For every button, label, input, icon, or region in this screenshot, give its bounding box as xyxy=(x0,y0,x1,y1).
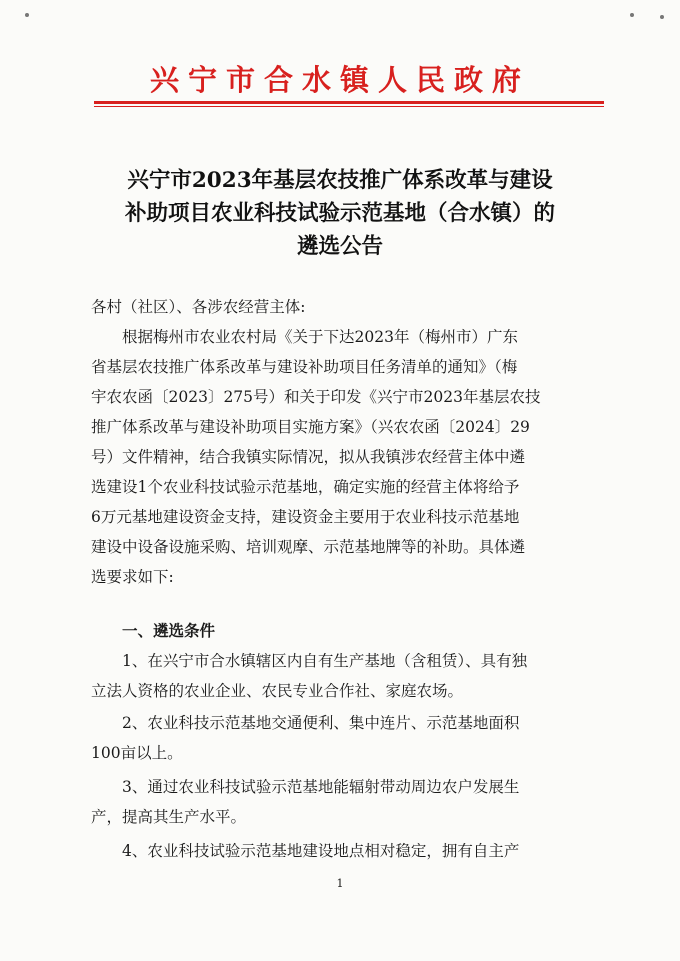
text-line: 选要求如下: xyxy=(91,568,174,586)
addressee: 各村（社区）、各涉农经营主体: xyxy=(91,298,306,316)
page-number: 1 xyxy=(336,877,344,890)
title-line: 兴宁市2023年基层农技推广体系改革与建设 xyxy=(127,168,553,193)
scan-mark xyxy=(630,13,634,17)
text-line: 省基层农技推广体系改革与建设补助项目任务清单的通知》（梅 xyxy=(91,358,518,376)
text-line: 选建设1个农业科技试验示范基地，确定实施的经营主体将给予 xyxy=(91,478,520,496)
text-line: 立法人资格的农业企业、农民专业合作社、家庭农场。 xyxy=(91,682,464,700)
text-line: 2、农业科技示范基地交通便利、集中连片、示范基地面积 xyxy=(91,714,520,732)
condition-item-1 xyxy=(91,646,591,706)
letterhead-org-name: 兴宁市合水镇人民政府 xyxy=(149,63,530,97)
text-line: 3、通过农业科技试验示范基地能辐射带动周边农户发展生 xyxy=(91,778,520,796)
letterhead-rule-thick xyxy=(94,101,604,104)
condition-item-3 xyxy=(91,772,591,832)
text-line: 推广体系改革与建设补助项目实施方案》（兴农农函〔2024〕29 xyxy=(91,418,530,436)
text-line: 根据梅州市农业农村局《关于下达2023年（梅州市）广东 xyxy=(91,328,518,346)
text-line: 1、在兴宁市合水镇辖区内自有生产基地（含租赁）、具有独 xyxy=(91,652,528,670)
text-line: 100亩以上。 xyxy=(91,744,183,762)
text-line: 宇农农函〔2023〕275号）和关于印发《兴宁市2023年基层农技 xyxy=(91,388,541,406)
scan-mark xyxy=(660,15,664,19)
document-title xyxy=(70,164,610,263)
intro-paragraph xyxy=(91,322,591,592)
section-heading: 一、遴选条件 xyxy=(91,621,216,640)
text-line: 6万元基地建设资金支持，建设资金主要用于农业科技示范基地 xyxy=(91,508,520,526)
title-line: 遴选公告 xyxy=(296,234,383,259)
text-line: 建设中设备设施采购、培训观摩、示范基地牌等的补助。具体遴 xyxy=(91,538,526,556)
letterhead-rule-thin xyxy=(94,106,604,107)
condition-item-4 xyxy=(91,836,591,866)
title-line: 补助项目农业科技试验示范基地（合水镇）的 xyxy=(124,201,555,226)
condition-item-2 xyxy=(91,708,591,768)
text-line: 号）文件精神，结合我镇实际情况，拟从我镇涉农经营主体中遴 xyxy=(91,448,526,466)
text-line: 产，提高其生产水平。 xyxy=(91,808,247,826)
text-line: 4、农业科技试验示范基地建设地点相对稳定，拥有自主产 xyxy=(91,842,520,860)
scan-mark xyxy=(25,13,29,17)
